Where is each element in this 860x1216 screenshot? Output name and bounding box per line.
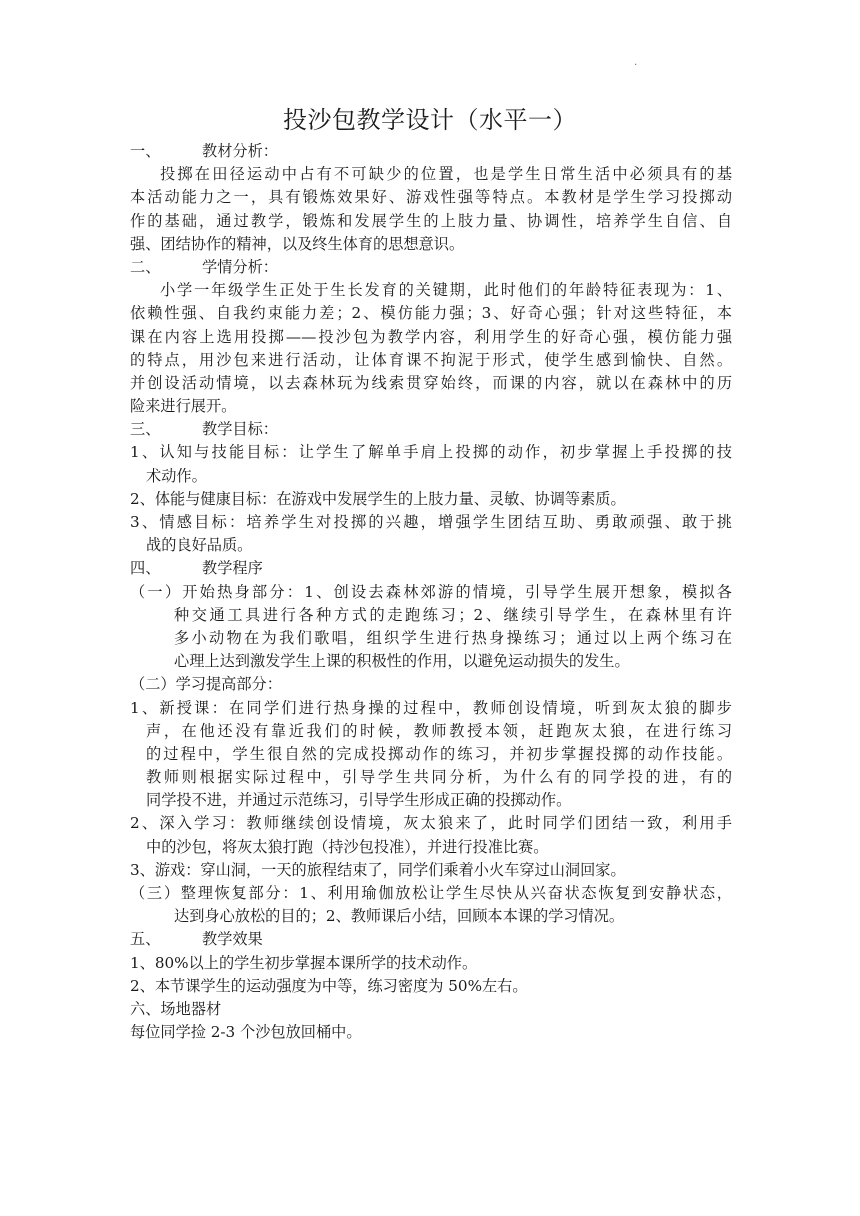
section-label: 学情分析： bbox=[202, 257, 278, 276]
paragraph-line: 依赖性强、自我约束能力差；2、模仿能力强；3、好奇心强；针对这些特征，本 bbox=[130, 304, 732, 323]
section-heading-effects bbox=[130, 928, 732, 951]
list-item-line: 1、80%以上的学生初步掌握本课所学的技术动作。 bbox=[130, 953, 478, 972]
procedure-part-line: （一）开始热身部分：1、创设去森林郊游的情境，引导学生展开想象，模拟各 bbox=[130, 582, 732, 601]
paragraph-line: 小学一年级学生正处于生长发育的关键期，此时他们的年龄特征表现为：1、 bbox=[160, 281, 732, 300]
document-title: 投沙包教学设计（水平一） bbox=[283, 106, 577, 134]
section-heading-goals bbox=[130, 418, 732, 441]
procedure-item-line: 的过程中，学生很自然的完成投掷动作的练习，并初步掌握投掷的动作技能。 bbox=[146, 744, 732, 763]
section-number: 四、 bbox=[130, 559, 161, 578]
corner-mark: . bbox=[634, 57, 638, 68]
list-item-line: 2、本节课学生的运动强度为中等，练习密度为 50%左右。 bbox=[130, 976, 528, 995]
procedure-item-line: 教师则根据实际过程中，引导学生共同分析，为什么有的同学投的进，有的 bbox=[146, 768, 732, 787]
document-body bbox=[130, 140, 732, 1044]
section-number: 五、 bbox=[130, 930, 161, 949]
procedure-item-line: 2、深入学习：教师继续创设情境，灰太狼来了，此时同学们团结一致，利用手 bbox=[130, 814, 732, 833]
procedure-part-line: 达到身心放松的目的；2、教师课后小结，回顾本本课的学习情况。 bbox=[174, 907, 625, 926]
section-heading-equipment: 六、场地器材 bbox=[130, 999, 222, 1018]
paragraph-line: 课在内容上选用投掷——投沙包为教学内容，利用学生的好奇心强，模仿能力强 bbox=[130, 327, 732, 346]
paragraph-line: 的特点，用沙包来进行活动，让体育课不拘泥于形式，使学生感到愉快、自然。 bbox=[130, 350, 732, 369]
section-label: 教学程序 bbox=[202, 559, 263, 578]
paragraph-line: 本活动能力之一，具有锻炼效果好、游戏性强等特点。本教材是学生学习投掷动 bbox=[130, 188, 732, 207]
section-number: 三、 bbox=[130, 420, 161, 439]
section-heading-learners bbox=[130, 256, 732, 279]
paragraph-line: 强、团结协作的精神，以及终生体育的思想意识。 bbox=[130, 234, 465, 253]
section-label: 教学效果 bbox=[202, 930, 263, 949]
section-label: 教学目标： bbox=[202, 420, 278, 439]
procedure-part-line: 多小动物在为我们歌唱，组织学生进行热身操练习；通过以上两个练习在 bbox=[174, 628, 732, 647]
section-number: 一、 bbox=[130, 142, 161, 160]
procedure-item-line: 3、游戏：穿山洞，一天的旅程结束了，同学们乘着小火车穿过山洞回家。 bbox=[130, 860, 626, 879]
section-heading-procedure bbox=[130, 557, 732, 580]
list-item-line: 1、认知与技能目标：让学生了解单手肩上投掷的动作，初步掌握上手投掷的技 bbox=[130, 443, 732, 462]
paragraph-line: 并创设活动情境，以去森林玩为线索贯穿始终，而课的内容，就以在森林中的历 bbox=[130, 373, 732, 392]
list-item-line: 3、情感目标：培养学生对投掷的兴趣，增强学生团结互助、勇敢顽强、敢于挑 bbox=[130, 513, 732, 531]
list-item-line: 战的良好品质。 bbox=[146, 536, 253, 555]
list-item-line: 术动作。 bbox=[146, 466, 207, 485]
paragraph-line: 险来进行展开。 bbox=[130, 397, 237, 416]
procedure-item-line: 中的沙包，将灰太狼打跑（持沙包投准），并进行投准比赛。 bbox=[146, 837, 549, 856]
procedure-part-line: 心理上达到激发学生上课的积极性的作用，以避免运动损失的发生。 bbox=[174, 652, 630, 671]
procedure-part-line: 种交通工具进行各种方式的走跑练习；2、继续引导学生，在森林里有许 bbox=[174, 605, 732, 624]
procedure-part-line: （三）整理恢复部分：1、利用瑜伽放松让学生尽快从兴奋状态恢复到安静状态， bbox=[130, 884, 732, 902]
procedure-item-line: 1、新授课：在同学们进行热身操的过程中，教师创设情境，听到灰太狼的脚步 bbox=[130, 698, 732, 717]
section-heading-materials bbox=[130, 140, 732, 163]
paragraph-line: 每位同学捡 2-3 个沙包放回桶中。 bbox=[130, 1023, 362, 1042]
procedure-item-line: 同学投不进，并通过示范练习，引导学生形成正确的投掷动作。 bbox=[146, 791, 572, 810]
list-item-line: 2、体能与健康目标：在游戏中发展学生的上肢力量、灵敏、协调等素质。 bbox=[130, 489, 626, 508]
section-label: 教材分析： bbox=[202, 142, 278, 160]
paragraph-line: 投掷在田径运动中占有不可缺少的位置，也是学生日常生活中必须具有的基 bbox=[160, 165, 732, 184]
procedure-item-line: 声，在他还没有靠近我们的时候，教师教授本领，赶跑灰太狼，在进行练习 bbox=[146, 721, 732, 740]
procedure-subheading: （二）学习提高部分： bbox=[130, 675, 282, 694]
section-number: 二、 bbox=[130, 257, 161, 276]
paragraph-line: 作的基础，通过教学，锻炼和发展学生的上肢力量、协调性，培养学生自信、自 bbox=[130, 211, 732, 230]
